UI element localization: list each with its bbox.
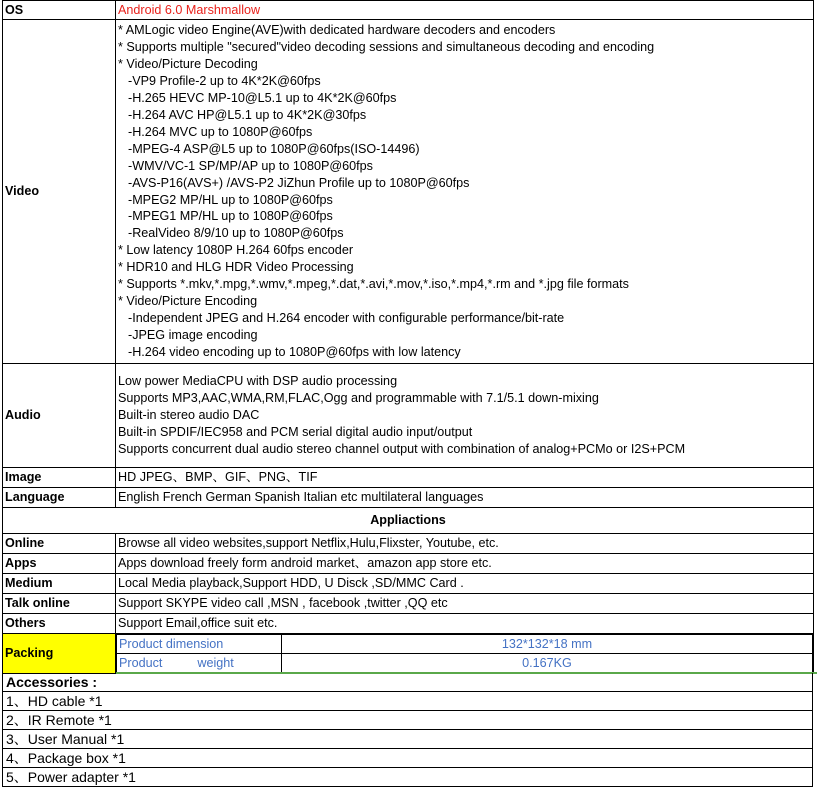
video-line: * Supports multiple "secured"video decoding sessions and simultaneous decoding and encoding: [118, 40, 655, 55]
apps-label: Apps: [3, 554, 116, 574]
image-value: HD JPEG、BMP、GIF、PNG、TIF: [116, 468, 814, 488]
image-row: [3, 468, 814, 488]
video-line: -RealVideo 8/9/10 up to 1080P@60fps: [128, 226, 344, 241]
video-line: -H.264 MVC up to 1080P@60fps: [128, 124, 313, 139]
audio-details: [116, 364, 814, 468]
video-row: [3, 20, 814, 364]
accessory-item: 5、Power adapter *1: [2, 768, 813, 787]
image-label: Image: [3, 468, 116, 488]
audio-line: Built-in stereo audio DAC: [118, 408, 260, 423]
medium-value: Local Media playback,Support HDD, U Disck ,SD/MMC Card .: [116, 574, 814, 594]
weight-label: Product weight: [117, 654, 282, 673]
language-row: [3, 488, 814, 508]
video-line: * AMLogic video Engine(AVE)with dedicated hardware decoders and encoders: [118, 23, 556, 38]
packing-details: [116, 634, 814, 674]
packing-row: [3, 634, 814, 674]
video-line: -H.264 AVC HP@L5.1 up to 4K*2K@30fps: [128, 107, 367, 122]
accessories-list: [2, 673, 813, 787]
accessory-item: 4、Package box *1: [2, 749, 813, 768]
video-line: * Supports *.mkv,*.mpg,*.wmv,*.mpeg,*.dat,*.avi,*.mov,*.iso,*.mp4,*.rm and *.jpg file formats: [118, 277, 629, 292]
audio-line: Supports MP3,AAC,WMA,RM,FLAC,Ogg and programmable with 7.1/5.1 down-mixing: [118, 391, 599, 406]
accessory-item: 2、IR Remote *1: [2, 711, 813, 730]
video-line: -Independent JPEG and H.264 encoder with configurable performance/bit-rate: [128, 310, 565, 325]
video-line: -MPEG2 MP/HL up to 1080P@60fps: [128, 192, 333, 207]
accessories-title: Accessories :: [2, 673, 813, 692]
talk-online-row: [3, 594, 814, 614]
accessory-item: 3、User Manual *1: [2, 730, 813, 749]
others-value: Support Email,office suit etc.: [116, 614, 814, 634]
online-value: Browse all video websites,support Netflix,Hulu,Flixster, Youtube, etc.: [116, 534, 814, 554]
video-line: * Video/Picture Decoding: [118, 57, 258, 72]
video-label: Video: [3, 20, 116, 364]
dimension-value: 132*132*18 mm: [282, 635, 813, 654]
video-line: -MPEG1 MP/HL up to 1080P@60fps: [128, 209, 333, 224]
weight-row: [117, 654, 813, 673]
spec-table: [2, 0, 814, 674]
audio-label: Audio: [3, 364, 116, 468]
video-line: -MPEG-4 ASP@L5 up to 1080P@60fps(ISO-14496): [128, 141, 420, 156]
video-line: * Video/Picture Encoding: [118, 293, 258, 308]
os-row: [3, 1, 814, 20]
video-line: * Low latency 1080P H.264 60fps encoder: [118, 243, 354, 258]
weight-value: 0.167KG: [282, 654, 813, 673]
os-value: Android 6.0 Marshmallow: [116, 1, 814, 20]
apps-value: Apps download freely form android market、amazon app store etc.: [116, 554, 814, 574]
applications-header-row: [3, 508, 814, 534]
video-line: -H.265 HEVC MP-10@L5.1 up to 4K*2K@60fps: [128, 91, 397, 106]
video-line: -WMV/VC-1 SP/MP/AP up to 1080P@60fps: [128, 158, 373, 173]
video-line: -VP9 Profile-2 up to 4K*2K@60fps: [128, 74, 321, 89]
audio-line: Built-in SPDIF/IEC958 and PCM serial digital audio input/output: [118, 424, 473, 439]
talk-online-value: Support SKYPE video call ,MSN , facebook ,twitter ,QQ etc: [116, 594, 814, 614]
medium-label: Medium: [3, 574, 116, 594]
applications-header: Appliactions: [3, 508, 814, 534]
others-row: [3, 614, 814, 634]
medium-row: [3, 574, 814, 594]
video-line: -H.264 video encoding up to 1080P@60fps with low latency: [128, 344, 461, 359]
language-label: Language: [3, 488, 116, 508]
packing-label: Packing: [3, 634, 116, 674]
online-row: [3, 534, 814, 554]
talk-online-label: Talk online: [3, 594, 116, 614]
packing-table: [116, 634, 813, 673]
video-line: -JPEG image encoding: [128, 327, 258, 342]
online-label: Online: [3, 534, 116, 554]
dimension-label: Product dimension: [117, 635, 282, 654]
apps-row: [3, 554, 814, 574]
video-line: -AVS-P16(AVS+) /AVS-P2 JiZhun Profile up to 1080P@60fps: [128, 175, 470, 190]
others-label: Others: [3, 614, 116, 634]
audio-line: Low power MediaCPU with DSP audio processing: [118, 374, 398, 389]
video-line: * HDR10 and HLG HDR Video Processing: [118, 260, 354, 275]
accessory-item: 1、HD cable *1: [2, 692, 813, 711]
language-value: English French German Spanish Italian etc multilateral languages: [116, 488, 814, 508]
audio-row: [3, 364, 814, 468]
dimension-row: [117, 635, 813, 654]
os-label: OS: [3, 1, 116, 20]
audio-line: Supports concurrent dual audio stereo channel output with combination of analog+PCMo or I2S+PCM: [118, 441, 686, 456]
video-details: [116, 20, 814, 364]
